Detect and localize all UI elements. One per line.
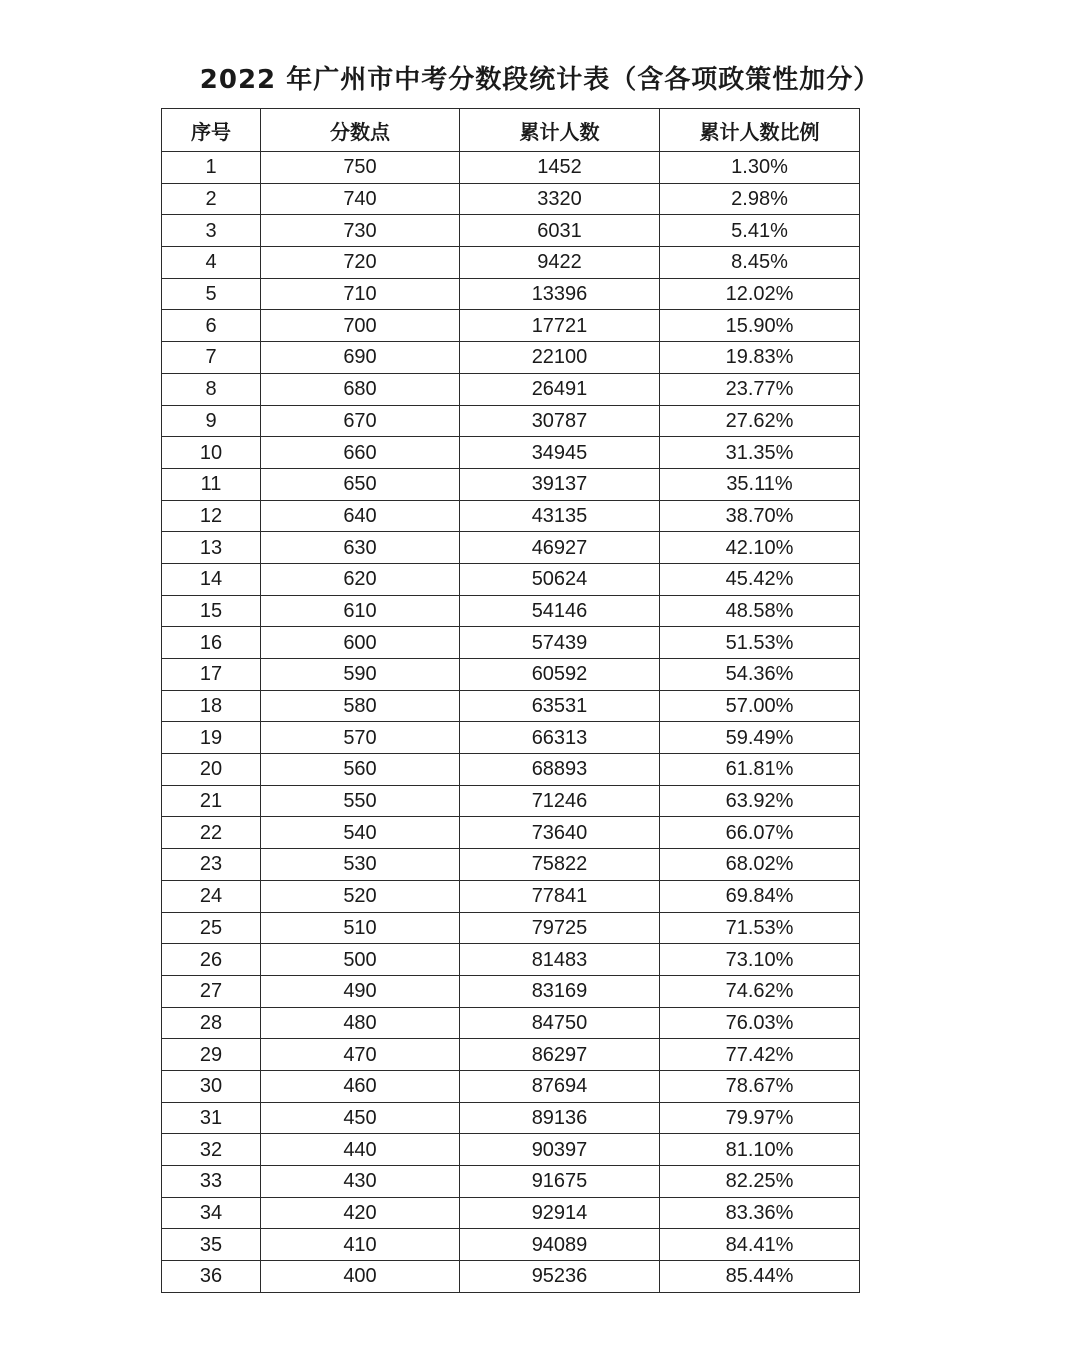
cell-score: 730 [261,215,460,247]
table-row [162,310,860,342]
cell-score: 560 [261,754,460,786]
cell-index: 3 [162,215,261,247]
cell-cumulative-count: 73640 [460,817,660,849]
cell-score: 670 [261,405,460,437]
cell-cumulative-ratio: 71.53% [660,912,860,944]
cell-index: 25 [162,912,261,944]
cell-cumulative-ratio: 85.44% [660,1261,860,1293]
cell-cumulative-ratio: 1.30% [660,152,860,184]
cell-cumulative-ratio: 48.58% [660,595,860,627]
table-row [162,152,860,184]
cell-cumulative-count: 6031 [460,215,660,247]
cell-cumulative-count: 13396 [460,278,660,310]
table-row [162,1261,860,1293]
cell-cumulative-count: 75822 [460,849,660,881]
table-row [162,1070,860,1102]
cell-index: 6 [162,310,261,342]
table-row [162,722,860,754]
cell-score: 600 [261,627,460,659]
cell-cumulative-ratio: 5.41% [660,215,860,247]
cell-cumulative-count: 90397 [460,1134,660,1166]
cell-cumulative-ratio: 63.92% [660,785,860,817]
cell-cumulative-ratio: 73.10% [660,944,860,976]
cell-cumulative-ratio: 31.35% [660,437,860,469]
cell-cumulative-ratio: 79.97% [660,1102,860,1134]
cell-score: 650 [261,468,460,500]
cell-cumulative-ratio: 38.70% [660,500,860,532]
table-row [162,532,860,564]
cell-index: 23 [162,849,261,881]
cell-cumulative-count: 50624 [460,563,660,595]
cell-cumulative-count: 95236 [460,1261,660,1293]
cell-index: 17 [162,659,261,691]
cell-cumulative-count: 71246 [460,785,660,817]
cell-cumulative-count: 39137 [460,468,660,500]
cell-index: 35 [162,1229,261,1261]
table-row [162,1134,860,1166]
cell-index: 21 [162,785,261,817]
header-score: 分数点 [261,109,460,152]
cell-cumulative-ratio: 42.10% [660,532,860,564]
cell-score: 420 [261,1197,460,1229]
cell-score: 680 [261,373,460,405]
cell-index: 8 [162,373,261,405]
cell-cumulative-ratio: 45.42% [660,563,860,595]
cell-cumulative-count: 84750 [460,1007,660,1039]
table-row [162,659,860,691]
cell-cumulative-ratio: 23.77% [660,373,860,405]
cell-index: 13 [162,532,261,564]
score-table [161,108,860,1293]
table-row [162,468,860,500]
cell-cumulative-count: 68893 [460,754,660,786]
cell-index: 20 [162,754,261,786]
cell-score: 450 [261,1102,460,1134]
cell-index: 19 [162,722,261,754]
header-cumulative-count: 累计人数 [460,109,660,152]
cell-score: 540 [261,817,460,849]
table-row [162,754,860,786]
cell-cumulative-ratio: 27.62% [660,405,860,437]
cell-index: 31 [162,1102,261,1134]
cell-index: 15 [162,595,261,627]
cell-score: 510 [261,912,460,944]
table-row [162,849,860,881]
cell-index: 4 [162,247,261,279]
header-index: 序号 [162,109,261,152]
table-row [162,215,860,247]
cell-cumulative-count: 3320 [460,183,660,215]
table-row [162,183,860,215]
cell-index: 2 [162,183,261,215]
cell-score: 530 [261,849,460,881]
cell-score: 430 [261,1166,460,1198]
header-row [162,109,860,152]
cell-cumulative-count: 81483 [460,944,660,976]
cell-cumulative-ratio: 2.98% [660,183,860,215]
table-row [162,690,860,722]
cell-score: 460 [261,1070,460,1102]
table-row [162,1197,860,1229]
cell-score: 710 [261,278,460,310]
table-row [162,373,860,405]
table-row [162,817,860,849]
cell-cumulative-ratio: 8.45% [660,247,860,279]
cell-cumulative-count: 9422 [460,247,660,279]
cell-score: 570 [261,722,460,754]
cell-index: 12 [162,500,261,532]
cell-index: 11 [162,468,261,500]
table-row [162,500,860,532]
cell-index: 33 [162,1166,261,1198]
cell-cumulative-ratio: 59.49% [660,722,860,754]
cell-cumulative-ratio: 54.36% [660,659,860,691]
cell-cumulative-ratio: 82.25% [660,1166,860,1198]
table-row [162,944,860,976]
cell-index: 24 [162,880,261,912]
cell-cumulative-ratio: 77.42% [660,1039,860,1071]
cell-cumulative-ratio: 74.62% [660,975,860,1007]
cell-cumulative-count: 46927 [460,532,660,564]
cell-index: 18 [162,690,261,722]
cell-index: 7 [162,342,261,374]
table-row [162,880,860,912]
cell-score: 750 [261,152,460,184]
cell-score: 690 [261,342,460,374]
cell-cumulative-count: 87694 [460,1070,660,1102]
cell-cumulative-count: 57439 [460,627,660,659]
table-body [162,152,860,1293]
cell-index: 10 [162,437,261,469]
cell-cumulative-count: 1452 [460,152,660,184]
cell-score: 610 [261,595,460,627]
cell-cumulative-count: 43135 [460,500,660,532]
cell-index: 30 [162,1070,261,1102]
cell-score: 500 [261,944,460,976]
cell-score: 550 [261,785,460,817]
table-row [162,247,860,279]
cell-cumulative-count: 94089 [460,1229,660,1261]
cell-index: 26 [162,944,261,976]
cell-cumulative-count: 17721 [460,310,660,342]
cell-cumulative-count: 77841 [460,880,660,912]
cell-index: 16 [162,627,261,659]
cell-cumulative-ratio: 76.03% [660,1007,860,1039]
cell-index: 32 [162,1134,261,1166]
table-row [162,1039,860,1071]
cell-score: 740 [261,183,460,215]
cell-index: 14 [162,563,261,595]
cell-cumulative-ratio: 51.53% [660,627,860,659]
cell-score: 480 [261,1007,460,1039]
table-row [162,785,860,817]
cell-cumulative-ratio: 35.11% [660,468,860,500]
cell-cumulative-count: 89136 [460,1102,660,1134]
cell-cumulative-ratio: 15.90% [660,310,860,342]
cell-score: 520 [261,880,460,912]
table-row [162,595,860,627]
cell-cumulative-count: 26491 [460,373,660,405]
cell-index: 1 [162,152,261,184]
table-row [162,405,860,437]
cell-cumulative-count: 91675 [460,1166,660,1198]
cell-cumulative-ratio: 57.00% [660,690,860,722]
cell-score: 440 [261,1134,460,1166]
cell-cumulative-ratio: 69.84% [660,880,860,912]
cell-cumulative-count: 22100 [460,342,660,374]
cell-index: 5 [162,278,261,310]
cell-score: 400 [261,1261,460,1293]
cell-cumulative-ratio: 81.10% [660,1134,860,1166]
cell-index: 29 [162,1039,261,1071]
cell-index: 22 [162,817,261,849]
cell-cumulative-ratio: 19.83% [660,342,860,374]
table-row [162,627,860,659]
table-row [162,912,860,944]
table-row [162,1166,860,1198]
cell-index: 36 [162,1261,261,1293]
table-row [162,1007,860,1039]
header-cumulative-ratio: 累计人数比例 [660,109,860,152]
cell-score: 720 [261,247,460,279]
cell-cumulative-ratio: 84.41% [660,1229,860,1261]
cell-cumulative-count: 34945 [460,437,660,469]
table-row [162,975,860,1007]
cell-score: 410 [261,1229,460,1261]
cell-cumulative-ratio: 61.81% [660,754,860,786]
cell-cumulative-ratio: 12.02% [660,278,860,310]
cell-cumulative-ratio: 83.36% [660,1197,860,1229]
table-row [162,1102,860,1134]
page-title: 2022 年广州市中考分数段统计表（含各项政策性加分） [199,65,881,95]
cell-score: 640 [261,500,460,532]
cell-cumulative-count: 86297 [460,1039,660,1071]
table-header [162,109,860,152]
cell-cumulative-count: 30787 [460,405,660,437]
table-row [162,278,860,310]
cell-cumulative-count: 79725 [460,912,660,944]
cell-cumulative-ratio: 66.07% [660,817,860,849]
table-row [162,437,860,469]
cell-cumulative-count: 92914 [460,1197,660,1229]
cell-score: 580 [261,690,460,722]
cell-cumulative-count: 60592 [460,659,660,691]
cell-score: 470 [261,1039,460,1071]
cell-score: 590 [261,659,460,691]
cell-cumulative-count: 66313 [460,722,660,754]
table-row [162,1229,860,1261]
cell-cumulative-ratio: 78.67% [660,1070,860,1102]
cell-score: 490 [261,975,460,1007]
cell-cumulative-ratio: 68.02% [660,849,860,881]
table-row [162,342,860,374]
cell-score: 660 [261,437,460,469]
cell-cumulative-count: 54146 [460,595,660,627]
cell-score: 700 [261,310,460,342]
cell-index: 27 [162,975,261,1007]
cell-cumulative-count: 83169 [460,975,660,1007]
cell-index: 9 [162,405,261,437]
table-row [162,563,860,595]
cell-score: 630 [261,532,460,564]
cell-score: 620 [261,563,460,595]
cell-cumulative-count: 63531 [460,690,660,722]
cell-index: 28 [162,1007,261,1039]
cell-index: 34 [162,1197,261,1229]
